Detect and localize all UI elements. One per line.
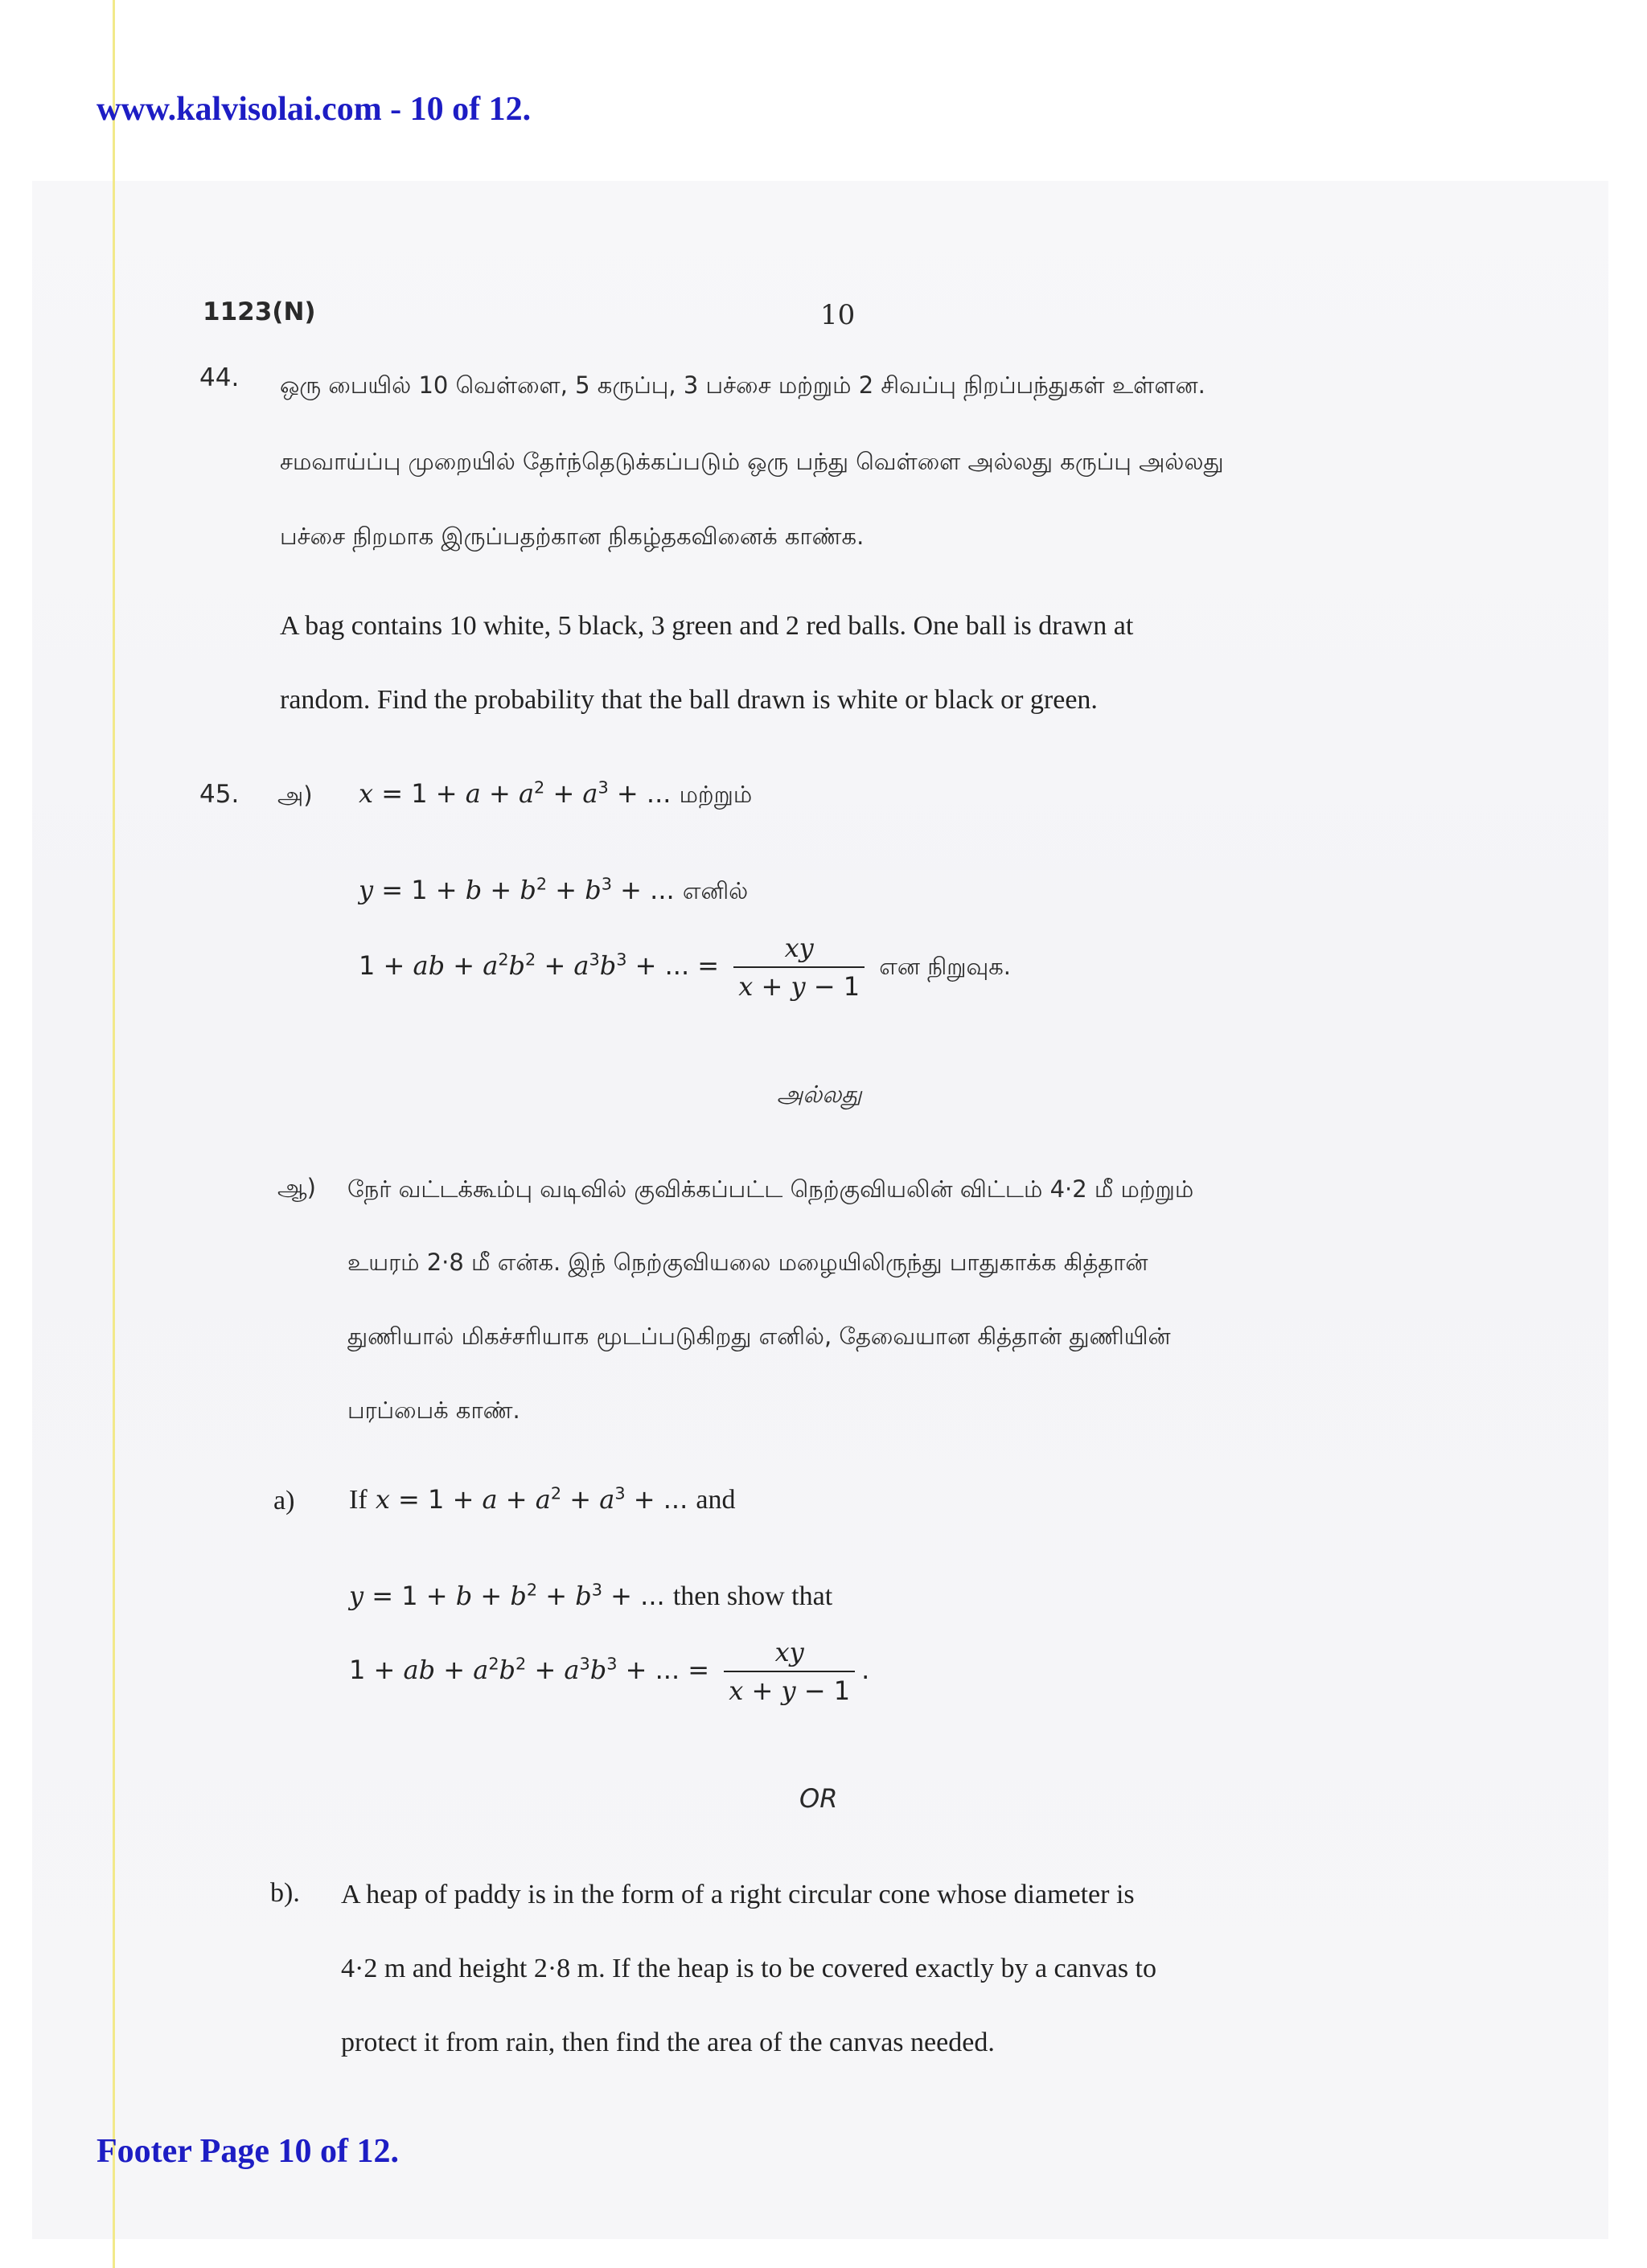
fraction-xy-over-x-plus-y-minus-1: $\frac{xy}{x + y - 1}$ — [733, 933, 865, 1002]
q44-english-line-2: random. Find the probability that the ball drawn is white or black or green. — [280, 685, 1098, 715]
q44-tamil-line-1: ஒரு பையில் 10 வெள்ளை, 5 கருப்பு, 3 பச்சை மற்றும் 2 சிவப்பு நிறப்பந்துகள் உள்ளன. — [280, 371, 1205, 399]
q45-tamil-x-tail: மற்றும் — [679, 781, 753, 808]
q45-tamil-or: அல்லது — [777, 1081, 862, 1108]
q45-english-b-line-1: A heap of paddy is in the form of a right circular cone whose diameter is — [341, 1880, 1135, 1909]
question-44-number: 44. — [199, 363, 240, 392]
q45-english-b-line-2: 4·2 m and height 2·8 m. If the heap is to be covered exactly by a canvas to — [341, 1954, 1156, 1983]
q45-english-b-label: b). — [270, 1878, 300, 1908]
q45-tamil-b-line-1: நேர் வட்டக்கூம்பு வடிவில் குவிக்கப்பட்ட நெற்குவியலின் விட்டம் 4·2 மீ மற்றும் — [347, 1175, 1194, 1203]
q45-tamil-show-tail: என நிறுவுக. — [879, 953, 1011, 980]
q45-english-or: OR — [799, 1783, 838, 1814]
margin-line — [113, 0, 115, 2268]
q45-tamil-series-equation: 1 + ab + $a^2b^2 + a^3b^3$ + ... = $\frac{xy}{x + y - 1}$ என நிறுவுக. — [359, 933, 1011, 1002]
q45-english-x-equation: If $x = 1 + a + a^2 + a^3$ + ... and — [349, 1483, 736, 1515]
q45-english-and: and — [696, 1485, 736, 1515]
q45-tamil-b-line-2: உயரம் 2·8 மீ என்க. இந் நெற்குவியலை மழையிலிருந்து பாதுகாக்க கித்தான் — [347, 1249, 1148, 1276]
q45-tamil-b-line-4: பரப்பைக் காண். — [347, 1396, 520, 1424]
q45-tamil-x-equation: $x = 1 + a + a^2 + a^3$ + ... மற்றும் — [359, 777, 753, 809]
page-number: 10 — [820, 299, 856, 331]
q45-tamil-y-tail: எனில் — [682, 877, 749, 904]
q45-english-y-equation: $y = 1 + b + b^2 + b^3$ + ... then show that — [349, 1580, 833, 1611]
paper-code: 1123(N) — [203, 297, 316, 326]
q45-tamil-y-equation: $y = 1 + b + b^2 + b^3$ + ... எனில் — [359, 874, 749, 905]
question-45-number: 45. — [199, 780, 240, 809]
q45-english-b-line-3: protect it from rain, then find the area of the canvas needed. — [341, 2028, 995, 2057]
footer-link[interactable]: Footer Page 10 of 12. — [97, 2133, 399, 2170]
q44-tamil-line-2: சமவாய்ப்பு முறையில் தேர்ந்தெடுக்கப்படும் ஒரு பந்து வெள்ளை அல்லது கருப்பு அல்லது — [280, 448, 1224, 475]
q45-english-if: If — [349, 1485, 368, 1515]
q44-tamil-line-3: பச்சை நிறமாக இருப்பதற்கான நிகழ்தகவினைக் காண்க. — [280, 523, 865, 550]
q45-english-a-label: a) — [273, 1486, 295, 1515]
scanned-page — [32, 181, 1608, 2239]
q44-english-line-1: A bag contains 10 white, 5 black, 3 green and 2 red balls. One ball is drawn at — [280, 611, 1134, 641]
q45-tamil-b-line-3: துணியால் மிகச்சரியாக மூடப்படுகிறது எனில், தேவையான கித்தான் துணியின் — [347, 1323, 1171, 1350]
header-link[interactable]: www.kalvisolai.com - 10 of 12. — [97, 91, 532, 128]
q45-tamil-a-label: அ) — [277, 781, 313, 809]
q45-tamil-b-label: ஆ) — [277, 1174, 316, 1201]
q45-english-then: then show that — [672, 1581, 833, 1611]
fraction-xy-over-x-plus-y-minus-1: $\frac{xy}{x + y - 1}$ — [724, 1637, 855, 1706]
q45-english-series-equation: 1 + ab + $a^2b^2 + a^3b^3$ + ... = $\frac{xy}{x + y - 1}$ . — [349, 1637, 870, 1706]
